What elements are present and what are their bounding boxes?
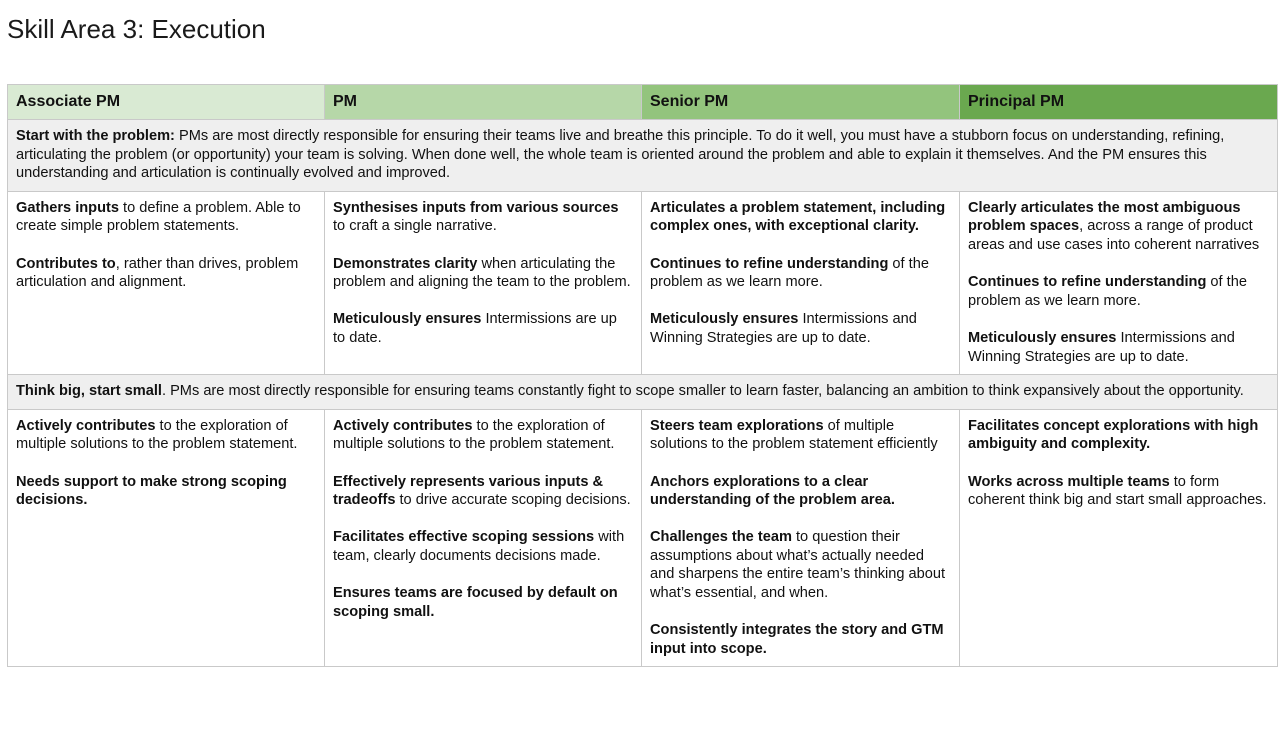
criterion-key: Ensures teams are focused by default on scoping small. bbox=[333, 585, 618, 620]
criterion-key: Anchors explorations to a clear understanding of the problem area. bbox=[650, 473, 895, 509]
principle-row bbox=[8, 120, 1278, 192]
criterion-key: Works across multiple teams bbox=[968, 473, 1170, 490]
criterion-key: Demonstrates clarity bbox=[333, 255, 478, 272]
criterion-detail: to form coherent think big and start small approaches. bbox=[968, 473, 1267, 509]
criterion-key: Actively contributes bbox=[333, 417, 473, 434]
level-header-associate-pm: Associate PM bbox=[8, 85, 325, 120]
criterion bbox=[650, 199, 951, 236]
criterion bbox=[333, 199, 633, 236]
principle-name: Think big, start small bbox=[16, 383, 162, 400]
criteria-cell-pm bbox=[325, 191, 642, 374]
criterion-detail: Intermissions and Winning Strategies are up to date. bbox=[650, 311, 917, 346]
criterion bbox=[968, 417, 1269, 454]
criteria-cell-pm bbox=[325, 409, 642, 667]
criterion bbox=[968, 273, 1269, 310]
criterion bbox=[16, 199, 316, 236]
principle-description bbox=[8, 120, 1278, 192]
principle-description bbox=[8, 375, 1278, 410]
criterion bbox=[968, 329, 1269, 366]
criteria-row bbox=[8, 191, 1278, 374]
criterion-key: Effectively represents various inputs & tradeoffs bbox=[333, 473, 604, 509]
criterion-detail: to the exploration of multiple solutions to the problem statement. bbox=[16, 417, 298, 453]
level-header-pm: PM bbox=[325, 85, 642, 120]
criterion-key: Consistently integrates the story and GTM input into scope. bbox=[650, 622, 944, 657]
criterion-detail: of the problem as we learn more. bbox=[650, 255, 929, 291]
criterion-detail: of multiple solutions to the problem statement efficiently bbox=[650, 417, 938, 453]
criterion-key: Facilitates effective scoping sessions bbox=[333, 529, 595, 546]
criterion bbox=[968, 473, 1269, 510]
principle-row bbox=[8, 375, 1278, 410]
criterion-detail: when articulating the problem and aligning the team to the problem. bbox=[333, 255, 631, 291]
criterion-key: Contributes to bbox=[16, 255, 116, 272]
criteria-cell-associate-pm bbox=[8, 409, 325, 667]
criterion-key: Facilitates concept explorations with high ambiguity and complexity. bbox=[968, 417, 1259, 453]
criterion-key: Continues to refine understanding bbox=[650, 255, 889, 272]
criterion bbox=[333, 310, 633, 347]
criterion-key: Meticulously ensures bbox=[333, 311, 482, 328]
principle-text: PMs are most directly responsible for ensuring their teams live and breathe this principle. To do it well, you must have a stubborn focus on understanding, refining, articulating the problem (or opportunity) your team is solving. When done well, the whole team is oriented around the problem and able to explain it themselves. And the PM ensures this understanding and articulation is continually evolved and improved. bbox=[16, 128, 1225, 182]
criterion-key: Challenges the team bbox=[650, 529, 792, 546]
criterion-detail: to question their assumptions about what’s actually needed and sharpens the entire team’s thinking about what’s essential, and when. bbox=[650, 529, 946, 602]
criterion-key: Steers team explorations bbox=[650, 417, 824, 434]
principle-name: Start with the problem: bbox=[16, 128, 175, 144]
level-header-row bbox=[8, 85, 1278, 120]
criterion bbox=[650, 528, 951, 602]
criterion bbox=[16, 417, 316, 454]
criterion-detail: , rather than drives, problem articulation and alignment. bbox=[16, 255, 299, 291]
criterion-key: Meticulously ensures bbox=[650, 311, 799, 328]
criterion bbox=[650, 310, 951, 347]
criterion-key: Clearly articulates the most ambiguous problem spaces bbox=[968, 199, 1241, 235]
criteria-cell-principal-pm bbox=[960, 409, 1278, 667]
criterion bbox=[16, 255, 316, 292]
criterion-detail: Intermissions are up to date. bbox=[333, 311, 617, 346]
criterion bbox=[333, 255, 633, 292]
skill-matrix-table bbox=[7, 84, 1278, 667]
level-header-senior-pm: Senior PM bbox=[642, 85, 960, 120]
criterion bbox=[333, 417, 633, 454]
criterion-detail: Intermissions and Winning Strategies are up to date. bbox=[968, 329, 1235, 365]
criterion-key: Continues to refine understanding bbox=[968, 274, 1207, 291]
criterion-key: Meticulously ensures bbox=[968, 329, 1117, 346]
criterion-detail: to craft a single narrative. bbox=[333, 218, 497, 235]
principle-text: . PMs are most directly responsible for ensuring teams constantly fight to scope smaller to learn faster, balancing an ambition to think expansively about the opportunity. bbox=[161, 383, 1244, 400]
criterion bbox=[968, 199, 1269, 255]
criterion bbox=[333, 584, 633, 621]
criterion-detail: with team, clearly documents decisions made. bbox=[333, 529, 625, 564]
criterion bbox=[333, 528, 633, 565]
criterion-key: Actively contributes bbox=[16, 417, 156, 434]
criterion-key: Needs support to make strong scoping decisions. bbox=[16, 473, 287, 509]
criterion-key: Articulates a problem statement, including complex ones, with exceptional clarity. bbox=[650, 199, 946, 235]
criterion bbox=[16, 473, 316, 510]
criterion-key: Synthesises inputs from various sources bbox=[333, 199, 619, 216]
criteria-cell-associate-pm bbox=[8, 191, 325, 374]
criteria-row bbox=[8, 409, 1278, 667]
criteria-cell-principal-pm bbox=[960, 191, 1278, 374]
page-title: Skill Area 3: Execution bbox=[7, 14, 266, 44]
criterion-detail: , across a range of product areas and use cases into coherent narratives bbox=[968, 218, 1260, 253]
criterion-key: Gathers inputs bbox=[16, 199, 119, 216]
criterion bbox=[650, 255, 951, 292]
criterion-detail: of the problem as we learn more. bbox=[968, 274, 1247, 309]
criteria-cell-senior-pm bbox=[642, 191, 960, 374]
criterion bbox=[650, 473, 951, 510]
criteria-cell-senior-pm bbox=[642, 409, 960, 667]
criterion-detail: to drive accurate scoping decisions. bbox=[395, 492, 631, 509]
criterion bbox=[650, 417, 951, 454]
criterion bbox=[333, 473, 633, 510]
level-header-principal-pm: Principal PM bbox=[960, 85, 1278, 120]
criterion-detail: to the exploration of multiple solutions to the problem statement. bbox=[333, 417, 615, 453]
criterion-detail: to define a problem. Able to create simple problem statements. bbox=[16, 199, 301, 235]
criterion bbox=[650, 621, 951, 658]
